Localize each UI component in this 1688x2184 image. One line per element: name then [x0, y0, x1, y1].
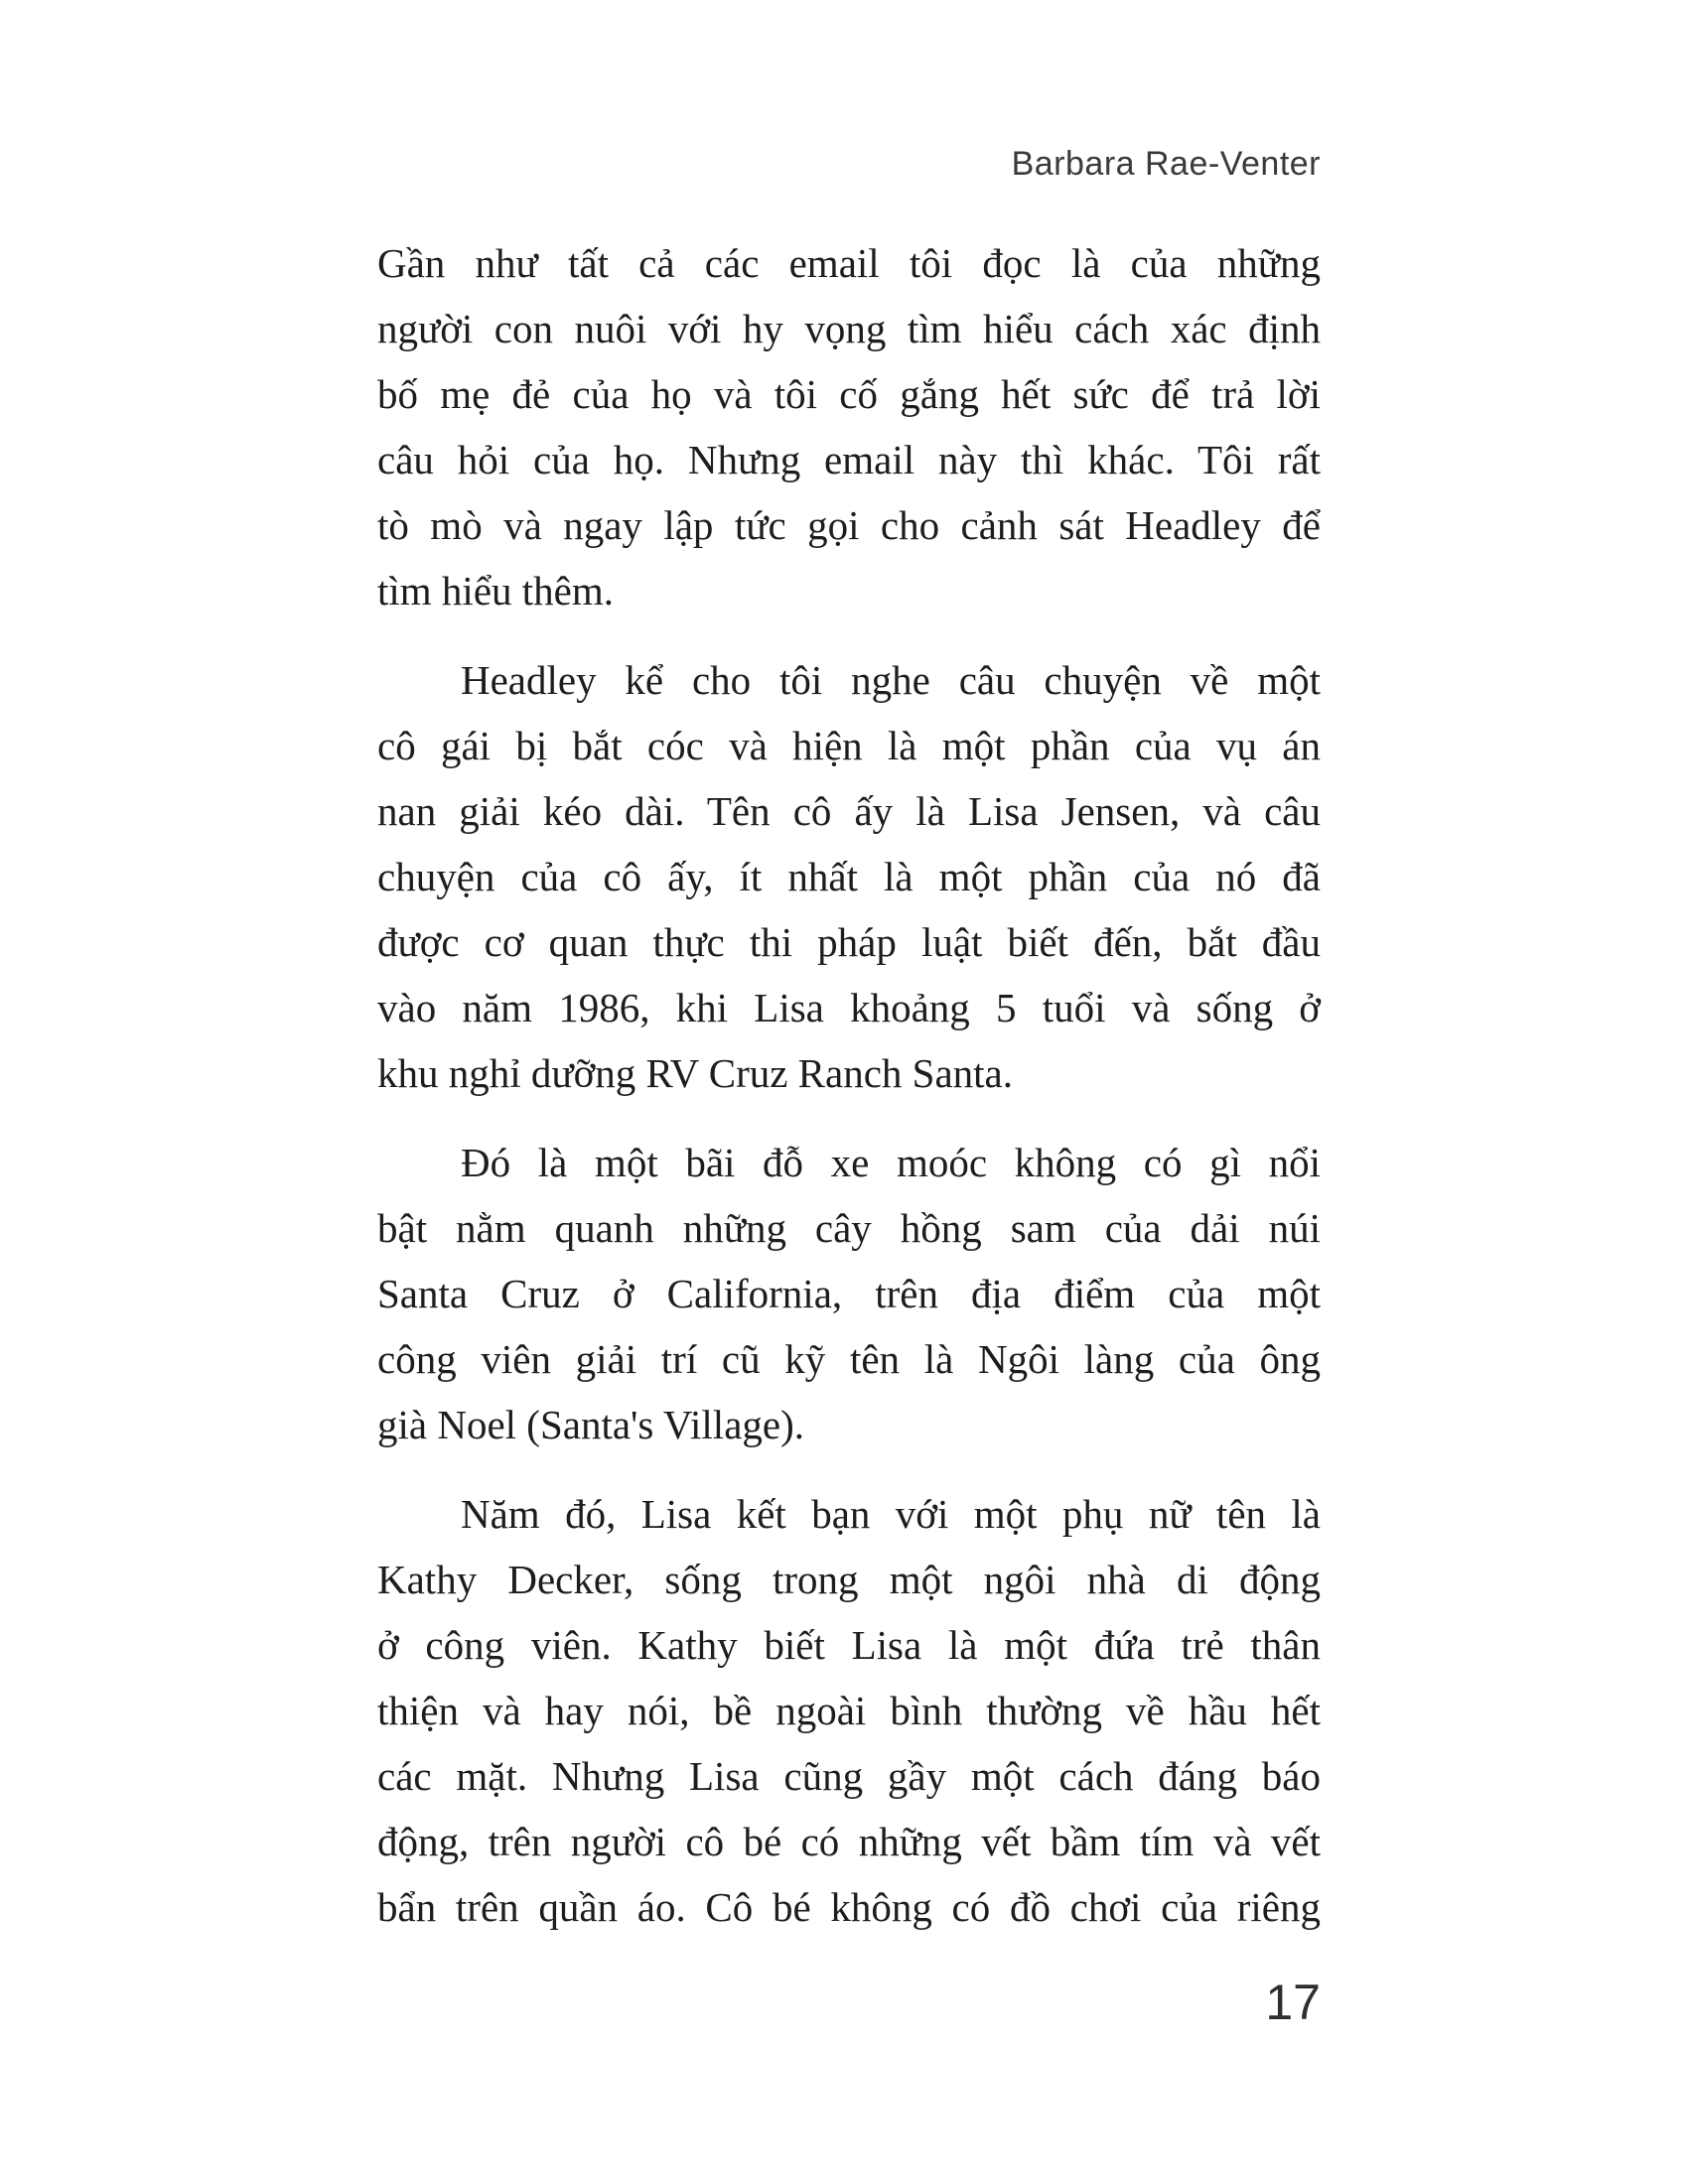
- text-line: ở công viên. Kathy biết Lisa là một đứa trẻ thân: [377, 1622, 1321, 1668]
- body-text: [377, 230, 1321, 1940]
- paragraph: [377, 1481, 1321, 1940]
- text-line: Năm đó, Lisa kết bạn với một phụ nữ tên là: [461, 1491, 1321, 1537]
- text-line: thiện và hay nói, bề ngoài bình thường về hầu hết: [377, 1688, 1321, 1733]
- text-line: cô gái bị bắt cóc và hiện là một phần của vụ án: [377, 723, 1321, 768]
- text-line: vào năm 1986, khi Lisa khoảng 5 tuổi và sống ở: [377, 985, 1321, 1030]
- text-line: bố mẹ đẻ của họ và tôi cố gắng hết sức để trả lời: [377, 371, 1321, 417]
- text-line: tìm hiểu thêm.: [377, 568, 614, 614]
- text-line: Santa Cruz ở California, trên địa điểm của một: [377, 1271, 1321, 1316]
- text-line: tò mò và ngay lập tức gọi cho cảnh sát Headley để: [377, 502, 1321, 548]
- text-line: bẩn trên quần áo. Cô bé không có đồ chơi của riêng: [377, 1884, 1321, 1930]
- paragraph: [377, 647, 1321, 1106]
- text-line: Headley kể cho tôi nghe câu chuyện về một: [461, 657, 1321, 703]
- page-number: 17: [1265, 1975, 1321, 2030]
- text-line: câu hỏi của họ. Nhưng email này thì khác. Tôi rất: [377, 437, 1321, 482]
- running-header-title: Barbara Rae-Venter: [1011, 145, 1321, 183]
- text-line: nan giải kéo dài. Tên cô ấy là Lisa Jensen, và câu: [377, 788, 1321, 834]
- text-line: Kathy Decker, sống trong một ngôi nhà di động: [377, 1557, 1321, 1602]
- text-line: bật nằm quanh những cây hồng sam của dải núi: [377, 1205, 1321, 1251]
- text-line: người con nuôi với hy vọng tìm hiểu cách xác định: [377, 306, 1321, 351]
- text-line: động, trên người cô bé có những vết bầm tím và vết: [377, 1819, 1321, 1864]
- paragraph: [377, 1130, 1321, 1457]
- text-line: già Noel (Santa's Village).: [377, 1402, 804, 1447]
- text-line: các mặt. Nhưng Lisa cũng gầy một cách đáng báo: [377, 1753, 1321, 1799]
- text-line: khu nghỉ dưỡng RV Cruz Ranch Santa.: [377, 1050, 1014, 1096]
- text-line: chuyện của cô ấy, ít nhất là một phần của nó đã: [377, 854, 1321, 899]
- text-line: được cơ quan thực thi pháp luật biết đến, bắt đầu: [377, 919, 1321, 965]
- text-line: công viên giải trí cũ kỹ tên là Ngôi làng của ông: [377, 1336, 1321, 1382]
- text-line: Gần như tất cả các email tôi đọc là của những: [377, 240, 1321, 286]
- text-line: Đó là một bãi đỗ xe moóc không có gì nổi: [461, 1140, 1321, 1185]
- paragraph: [377, 230, 1321, 623]
